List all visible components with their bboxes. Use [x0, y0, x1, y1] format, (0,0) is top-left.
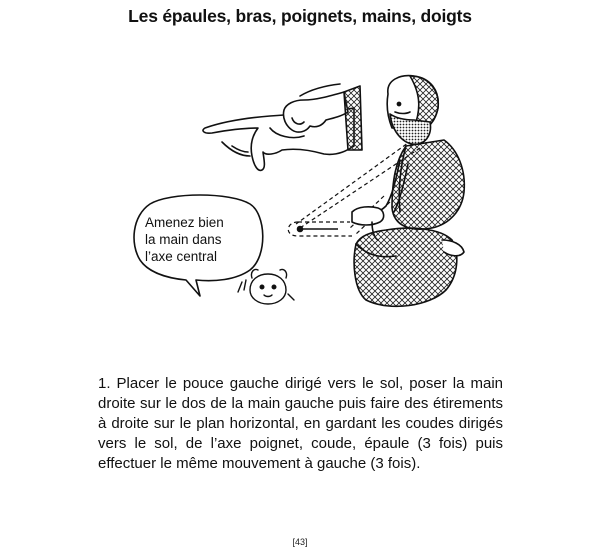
- exercise-instruction: 1. Placer le pouce gauche dirigé vers le sol, poser la main droite sur le dos de la main gauche puis faire des étirements à droite sur le plan horizontal, en gardant les coudes dirigés vers le sol, de l’axe poignet, coude, épaule (3 fois) puis effectuer le même mouvement à gauche (3 fois).: [98, 375, 503, 472]
- kneeling-man-drawing: [352, 76, 464, 307]
- direction-arrow: [298, 227, 339, 232]
- little-character-face: [238, 269, 294, 304]
- hands-closeup-drawing: [203, 84, 362, 170]
- page-number: [43]: [292, 537, 308, 547]
- speech-bubble-line-1: Amenez bien: [145, 215, 224, 230]
- speech-bubble-text: [145, 214, 255, 265]
- speech-bubble-line-2: la main dans: [145, 232, 222, 247]
- page-title: Les épaules, bras, poignets, mains, doigts: [128, 6, 472, 26]
- speech-bubble-line-3: l’axe central: [145, 249, 218, 264]
